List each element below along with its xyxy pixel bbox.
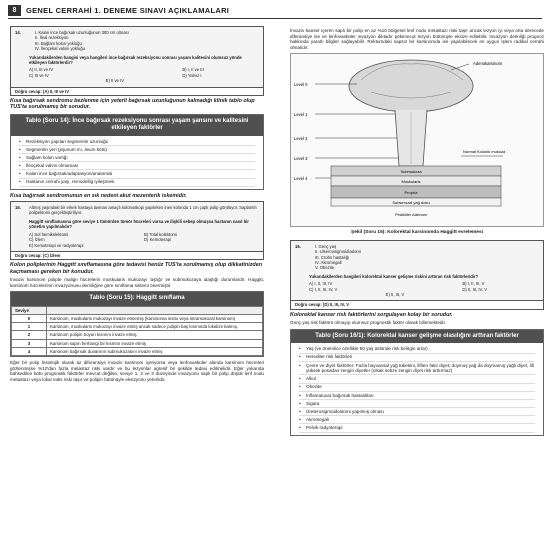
table-list [291, 343, 543, 434]
figure-label: Level 4 [294, 175, 308, 181]
question-number: 14. [15, 30, 21, 35]
correct-answer: Doğru cevap: (D) II, III, IV, V [291, 300, 543, 308]
figure-caption: Şekil (Soru 15): Kolorektal karsinomda Haggitt evrelemesi [351, 229, 483, 235]
figure-label: Level 2 [294, 135, 308, 141]
list-item: • Obezite [299, 384, 535, 392]
question-items [309, 244, 361, 271]
page-title: GENEL CERRAHİ 1. DENEME SINAVI AÇIKLAMALARI [26, 6, 230, 15]
question-stem: Yukarıdakilerden hangisi veya hangileri ince bağırsak rezeksiyonu sonrası yaşam kalitesini olumsuz yönde etkileyen faktörlerdir? [29, 54, 242, 66]
table-row [12, 315, 263, 323]
question-items [29, 30, 129, 52]
emphasis-note: Kısa bağırsak sendromu bezlenme için yeterli bağırsak uzunluğunun kalmadığı klinik tablo olup TUS'ta sorulmamış bir sorudur. [10, 98, 255, 111]
option-b: B) I, II ve III [182, 67, 204, 73]
right-column [290, 26, 544, 439]
option-c: C) I, II, III, IV, V [309, 286, 338, 292]
question-item: IV. İleoçekal valvin yokluğu [35, 46, 85, 52]
question-stem: Haggitt sınıflamasına göre seviye 1 tümörden tümör hücreleri varsa ve ilişkili sebep olmuşsa hastanın nasıl bir yönetim yapılmalıdır? [29, 218, 249, 230]
level-cell: 0 [12, 315, 47, 323]
page [8, 4, 542, 546]
level-cell: 4 [12, 347, 47, 355]
level-cell: 3 [12, 339, 47, 347]
figure-label: Adenokarsinom [473, 60, 503, 66]
question-item: V. Obezite [315, 265, 335, 271]
paragraph: Eğer bir polip histolojik olarak az diferansiye invaziv karsinom içeriyorsa veya lenfovasküler alanda karsinom hücreleri gözlenmişse %10'dan fazla metastaz riski vardır ve bu lezyonlar agresif bir şekilde tedavi edilmelidir. Eğer yukarıda bahsedilen kötü prognostik faktörler mevcut değilse, seviye 1, 2 ve 3 düzeyinde invazyonu saplı bir polip düşük lenf nodu metastazı veya lokal nüks riski taşır ve polipin bütünüyle eksizyonu yeterlidir. [10, 360, 264, 383]
description-cell: Karsinom bağırsak duvarının submukozasını invaze etmiş [47, 347, 263, 355]
list-item: • Üreterosigmoidostomi yapılmış olması [299, 408, 535, 416]
question-item: II. İleal rezeksiyon [35, 35, 69, 41]
option-a: A) I, II, III, IV [309, 281, 333, 287]
figure-label: Normal Kolonik mukoza [463, 148, 506, 154]
list-item: • Segmentin yeri (jejunum mı, ileum kötü) [19, 146, 255, 154]
list-item: • Pelvik radyoterapi [299, 424, 535, 432]
question-14-box [10, 26, 264, 96]
option-d: D) Kemoterapi [144, 237, 171, 243]
option-c: C) İzlem [29, 237, 45, 243]
table-row [12, 323, 263, 331]
question-16-box [290, 240, 544, 310]
list-item: • Herediter risk faktörleri [299, 354, 535, 362]
list-item: • Akromegali [299, 416, 535, 424]
description-cell: Karsinom sapın herhangi bir kısmını invaze etmiş [47, 339, 263, 347]
option-d: D) II, III, IV, V [462, 286, 488, 292]
left-column [10, 26, 264, 385]
level-cell: 2 [12, 331, 47, 339]
figure-label: Propria [404, 189, 418, 195]
list-item: • Sigara [299, 400, 535, 408]
haggitt-figure [290, 53, 544, 227]
list-item: • Yaş (ve önemlice özellikle 50 yaş üstünde risk belirgin artar) [299, 345, 535, 353]
question-item: I. Genç yaş [315, 243, 337, 249]
table-row [12, 331, 263, 339]
emphasis-note: Kolon poliplerinin Haggitt sınıflamasına göre tedavisi henüz TUS'ta sorulmamış olup dikkatinizden kaçmaması gereken bir konudur. [10, 262, 262, 275]
option-b: B) Total kolektomi [144, 231, 177, 237]
figure-label: Muskularis [401, 178, 421, 184]
list-item: • Sağlam kolon varlığı [19, 154, 255, 162]
emphasis-note: Kısa bağırsak sendromunun en sık nedeni akut mezenterik iskemidir. [10, 192, 187, 199]
figure-label: Subserozal yağ doku [392, 199, 430, 205]
question-item: III. Bağlam kolon yokluğu [35, 40, 82, 46]
question-number: 16. [295, 243, 301, 249]
correct-answer: Doğru cevap: (C) İzlem [11, 251, 263, 259]
table-title: Tablo (Soru 15): Haggitt sınıflama [11, 292, 263, 306]
list-item: • Hastanın cerrahi yaşı, remodellig iyileşmesi [19, 179, 255, 187]
table-16 [290, 329, 544, 436]
correct-answer: Doğru cevap: (A) II, III ve IV [11, 87, 263, 95]
table-row [12, 347, 263, 355]
question-item: IV. Akromegali [315, 260, 342, 266]
option-e: E) Kemoterapi ve radyoterapi [29, 242, 84, 248]
option-d: D) Yalnız I [182, 72, 202, 78]
list-item: • Alkol [299, 375, 535, 383]
haggitt-diagram [291, 54, 543, 224]
description-cell: Karsinom polipin boyun kısmını invaze etmiş [47, 331, 263, 339]
option-e: E) II ve IV [105, 78, 125, 84]
emphasis-note: Kolorektal kanser risk faktörlerini sorgulayan kolay bir sorudur. [290, 311, 453, 318]
figure-label: Submukoza [400, 168, 422, 174]
table-15 [10, 291, 264, 357]
figure-label: Pedikiller Adenom [394, 211, 428, 217]
table-list [11, 136, 263, 189]
answer-options [309, 281, 539, 297]
answer-options [29, 67, 259, 83]
list-item: • Çevre ve diyet faktörler: Fazla hayvansal yağ tüketimi, lifiten fakir diyet, doymuş yağ da doymamış yağlı diyet, lifi yüksek posadan zengin diyetler (olsak sebze zengin diyet risk arttırmaz) [299, 362, 535, 376]
question-text: Altmış yaşındaki bir erkek hastaya lavman amaçlı kolonoskopi yapılırken inen kolonda 1 cm çaplı polip görülüyor. Saplantılı polipektomi gerçekleştiriliyor. [29, 205, 257, 216]
level-cell: 1 [12, 323, 47, 331]
question-item: II. Ulseroosigmoidiadomi [315, 249, 361, 255]
list-item: • İnflamatuvar bağırsak hastalıkları [299, 392, 535, 400]
answer-options [29, 232, 259, 248]
option-b: B) I, II, III, V [462, 281, 485, 287]
question-number: 16. [15, 205, 21, 211]
question-item: I. Kalan ince bağırsak uzunluğunun 300 cm olması [35, 30, 129, 35]
column-header: Seviye [12, 306, 47, 314]
list-item: • Kalan ince bağırsak/adaptasyon/anatomisi [19, 170, 255, 178]
haggitt-table [11, 306, 263, 356]
list-item: • İleoçekal valvin olmaması [19, 162, 255, 170]
question-stem: Yukarıdakilerden hangileri kolorektal kanser gelişme riskini arttıran risk faktörleridir? [309, 273, 479, 279]
question-15-box [10, 201, 264, 260]
option-c: C) III ve IV [29, 72, 49, 78]
paragraph: İnvaziv karsinom polipte malign hücrelerin muskularis mukozayı 'aştığı' ve submukozaya ulaştığı durumlardır. Haggitt, karsinom hücrelerinin invazyonunu derinliğine göre sınıflama sistemi önermiştir. [10, 276, 264, 288]
option-e: E) II, III, V [385, 292, 405, 298]
paragraph: İnvaziv kanser içeren saplı bir polip en az %10 bölgesel lenf nodu metastazı riski taşır ancak lezyon iyi veya orta derecede diferansiye ise ve lenfovasküler invazyon diktadır pekimecut lezyon bütünüyle eksize edilebilir. İnvazyon derinliği prognoz hakkında yararlı bilgiler sağlayabilir. Rektumdaki sapsız bir karsinomda ise yapılabilecek en uygun işlem radikal cerrahi olmalıdır. [290, 28, 544, 51]
page-number: 8 [8, 5, 21, 16]
option-a: A) II, III ve IV [29, 67, 54, 73]
figure-label: Level 1 [294, 111, 308, 117]
page-header [8, 4, 542, 19]
option-a: A) Sol hemikolektomi [29, 231, 69, 237]
description-cell: Karsinom, muskularis mukozayı invaze etmemiş (karsinoma insitu veya intramukozal karsinom) [47, 315, 263, 323]
table-title: Tablo (Soru 14): İnce bağırsak rezeksiyonu sonrası yaşam şansını ve kalitesini etkileyen faktörler [11, 115, 263, 136]
table-title: Tablo (Soru 16/1): Kolorektal kanser gelişme olasılığını arttıran faktörler [291, 330, 543, 344]
figure-label: Level 3 [294, 155, 308, 161]
description-cell: Karsinom, muskularis mukozayı invaze etmiş ancak sadece polipin baş kısmında lokalize kalmış. [47, 323, 263, 331]
list-item: • Rezeksiyon yapılan segmentin uzunluğu [19, 138, 255, 146]
question-item: III. Crohn hastalığı [315, 254, 350, 260]
table-14 [10, 114, 264, 190]
figure-label: Level 0 [294, 81, 308, 87]
paragraph: Genç yaş risk faktörü olmayıp olumsuz prognostik faktör olarak bilinmektedir. [290, 320, 446, 326]
table-row [12, 339, 263, 347]
